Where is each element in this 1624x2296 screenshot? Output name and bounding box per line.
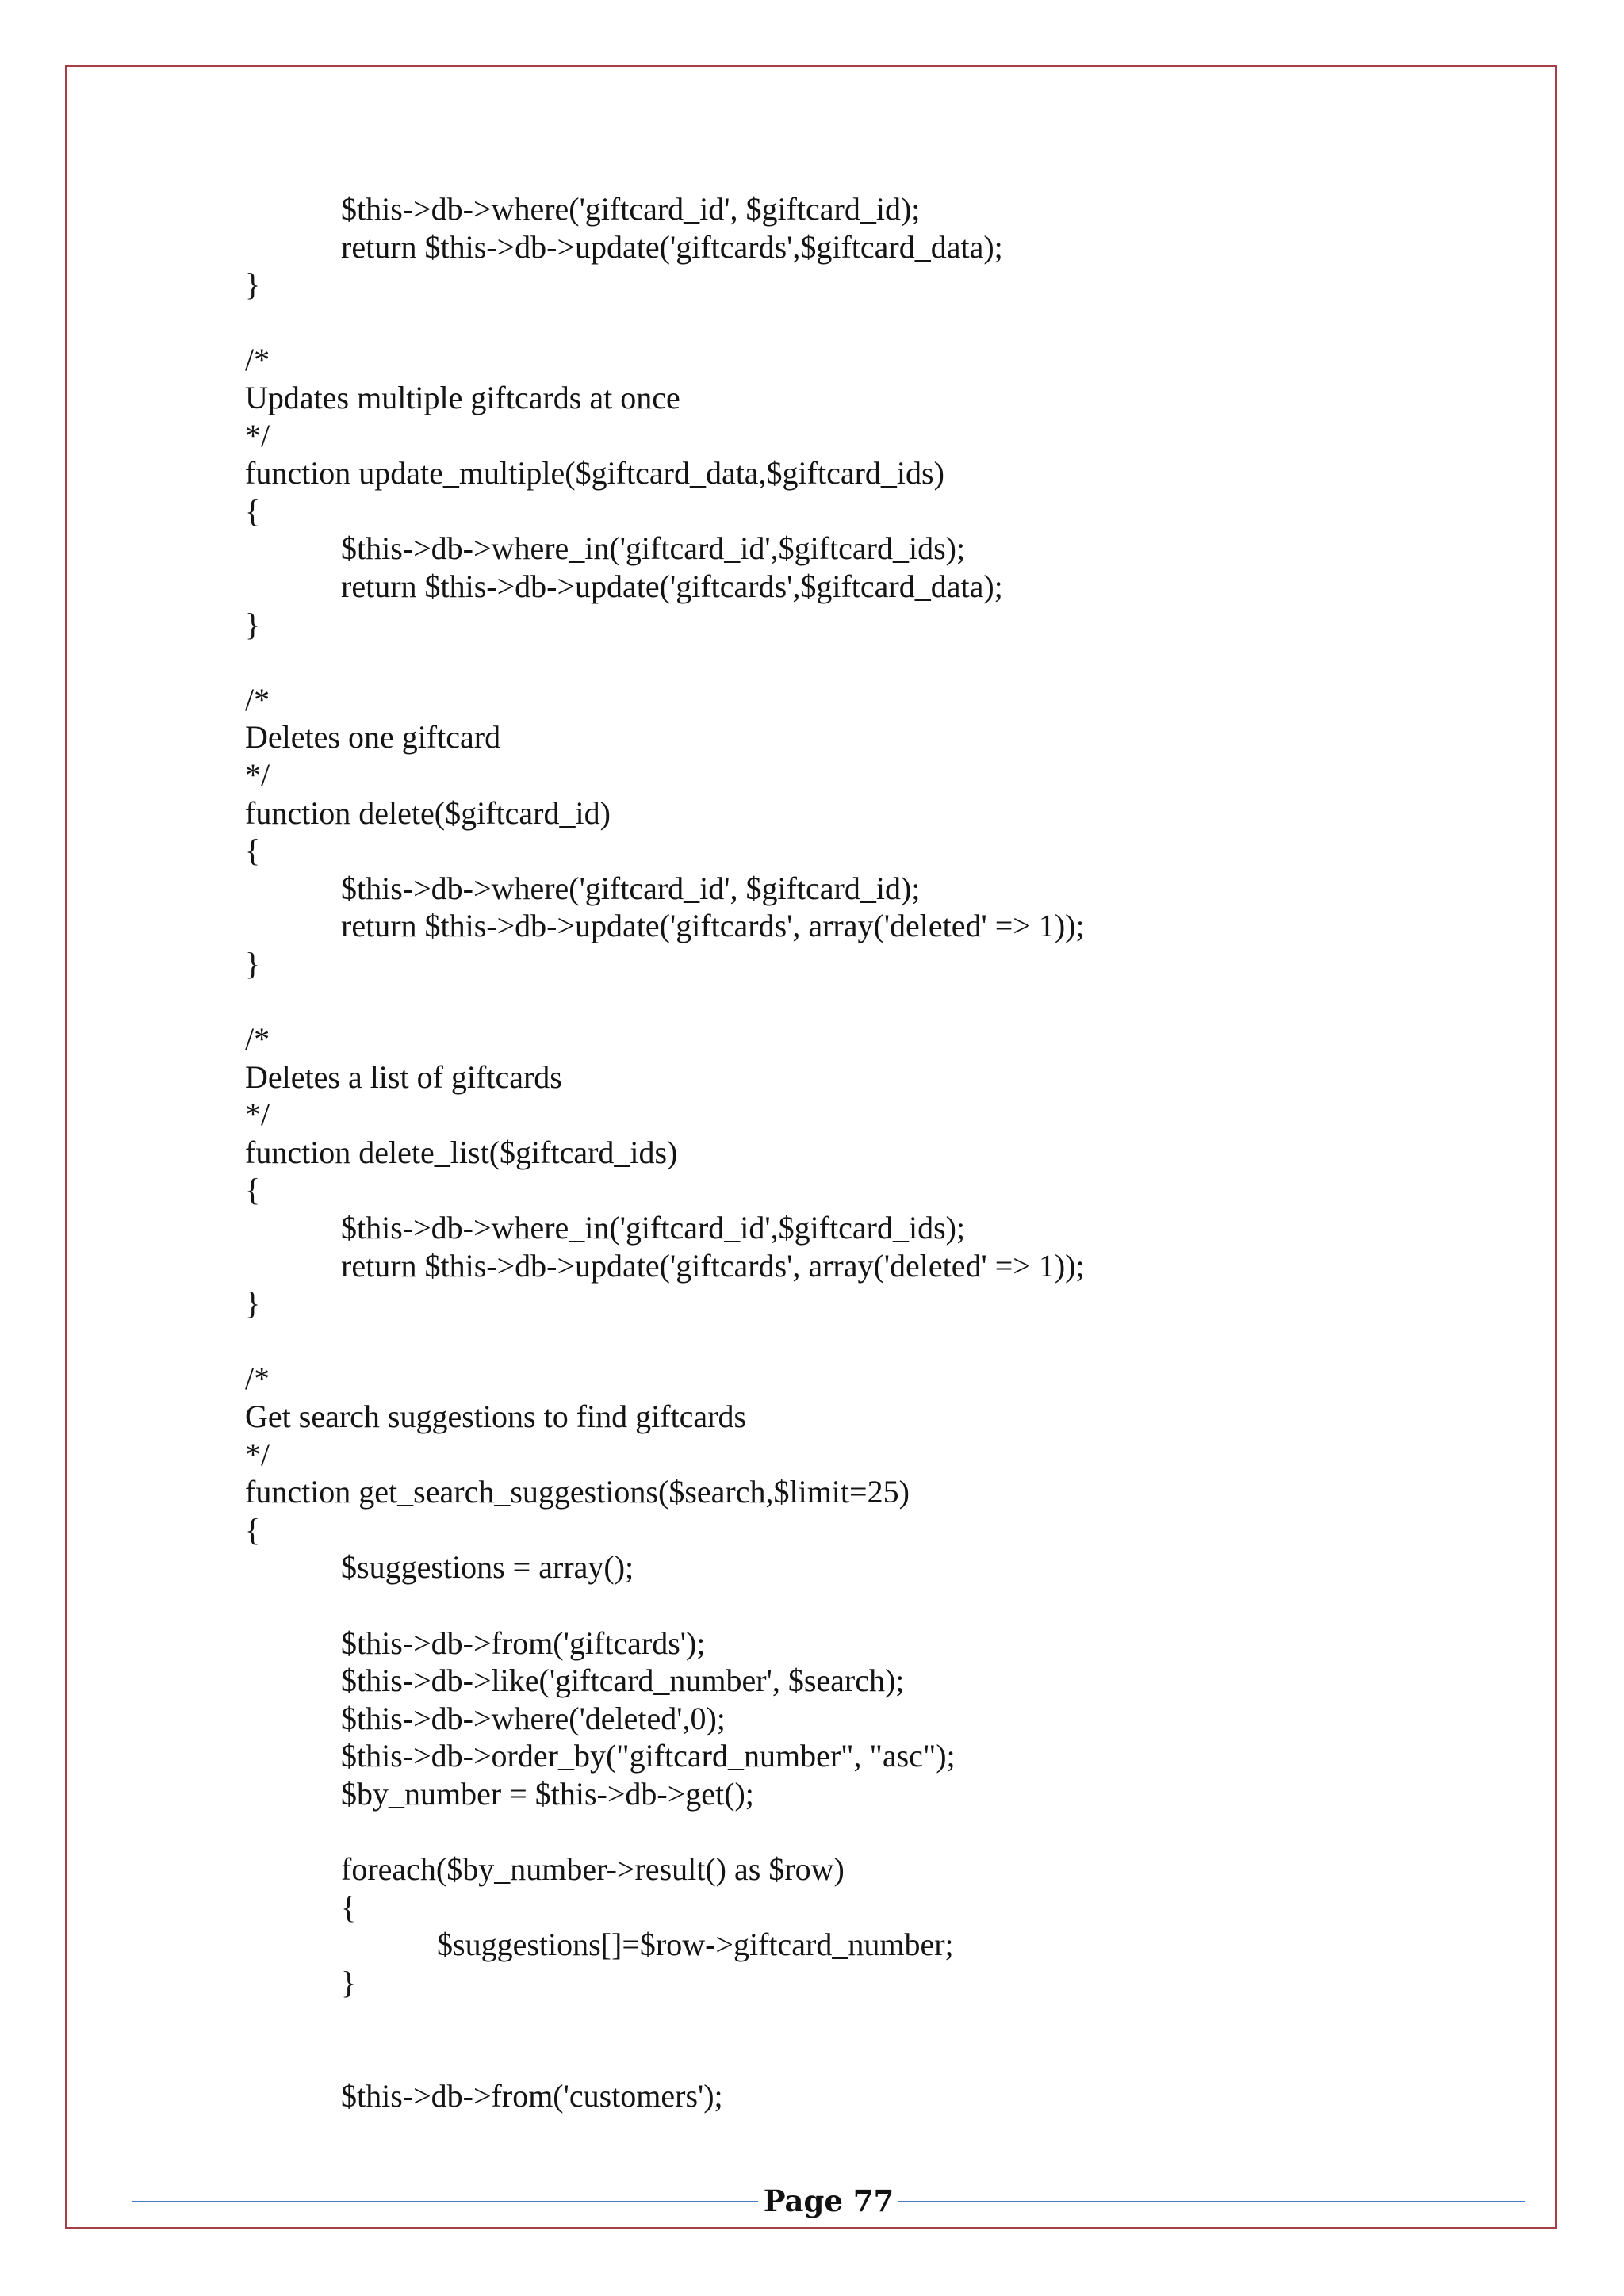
code-line: /*	[245, 681, 270, 718]
code-line	[245, 643, 1482, 681]
code-line: }	[245, 1285, 261, 1322]
code-line: /*	[245, 342, 270, 378]
code-line: function delete_list($giftcard_ids)	[245, 1134, 678, 1170]
code-line	[245, 2039, 1482, 2077]
code-line: return $this->db->update('giftcards',$giftcard_data);	[341, 228, 1003, 265]
page-number: Page 77	[763, 2183, 894, 2218]
footer-rule-left	[132, 2201, 758, 2202]
code-line	[245, 1586, 1482, 1624]
code-line: $this->db->where_in('giftcard_id',$giftcard_ids);	[341, 1210, 966, 1246]
code-line: function delete($giftcard_id)	[245, 794, 611, 831]
code-line: Deletes one giftcard	[245, 719, 501, 756]
code-line: {	[245, 1511, 261, 1548]
code-line: /*	[245, 1021, 270, 1058]
code-line: foreach($by_number->result() as $row)	[341, 1851, 845, 1888]
code-line: $this->db->where('giftcard_id', $giftcard_id);	[341, 870, 921, 906]
code-line	[245, 304, 1482, 342]
code-line: return $this->db->update('giftcards', array('deleted' => 1));	[341, 1247, 1085, 1284]
code-line: $this->db->where('deleted',0);	[341, 1700, 726, 1736]
code-line: {	[341, 1888, 357, 1925]
code-line: $this->db->like('giftcard_number', $search);	[341, 1663, 905, 1699]
code-line: return $this->db->update('giftcards', array('deleted' => 1));	[341, 908, 1085, 944]
code-line	[245, 1322, 1482, 1360]
code-line: $this->db->order_by("giftcard_number", "asc");	[341, 1738, 956, 1774]
code-line: $suggestions = array();	[341, 1549, 634, 1586]
code-line: Updates multiple giftcards at once	[245, 379, 680, 415]
footer-rule-right	[898, 2201, 1525, 2202]
code-line	[245, 982, 1482, 1020]
code-line: }	[245, 606, 261, 642]
code-line: {	[245, 492, 261, 529]
code-line: }	[245, 266, 261, 303]
code-line: Deletes a list of giftcards	[245, 1058, 562, 1095]
code-line: $suggestions[]=$row->giftcard_number;	[437, 1927, 954, 1963]
code-line: return $this->db->update('giftcards',$giftcard_data);	[341, 568, 1003, 604]
code-line: */	[245, 1096, 270, 1133]
code-line: {	[245, 832, 261, 869]
code-line: $this->db->where_in('giftcard_id',$giftcard_ids);	[341, 530, 966, 567]
code-line: {	[245, 1172, 261, 1208]
code-line: */	[245, 756, 270, 793]
code-line: $this->db->from('customers');	[341, 2077, 723, 2114]
code-line: }	[245, 945, 261, 982]
code-line: */	[245, 417, 270, 453]
code-line: $this->db->where('giftcard_id', $giftcard_id);	[341, 191, 921, 227]
code-line: $by_number = $this->db->get();	[341, 1775, 754, 1812]
code-line: /*	[245, 1360, 270, 1397]
code-line: function update_multiple($giftcard_data,$giftcard_ids)	[245, 455, 944, 492]
code-line: */	[245, 1436, 270, 1472]
code-listing	[245, 190, 1482, 2114]
code-line	[245, 2002, 1482, 2040]
code-line: $this->db->from('giftcards');	[341, 1624, 706, 1661]
code-line: function get_search_suggestions($search,$limit=25)	[245, 1474, 910, 1510]
code-line: }	[341, 1964, 357, 2000]
code-line: Get search suggestions to find giftcards	[245, 1399, 747, 1434]
code-line	[245, 1813, 1482, 1851]
